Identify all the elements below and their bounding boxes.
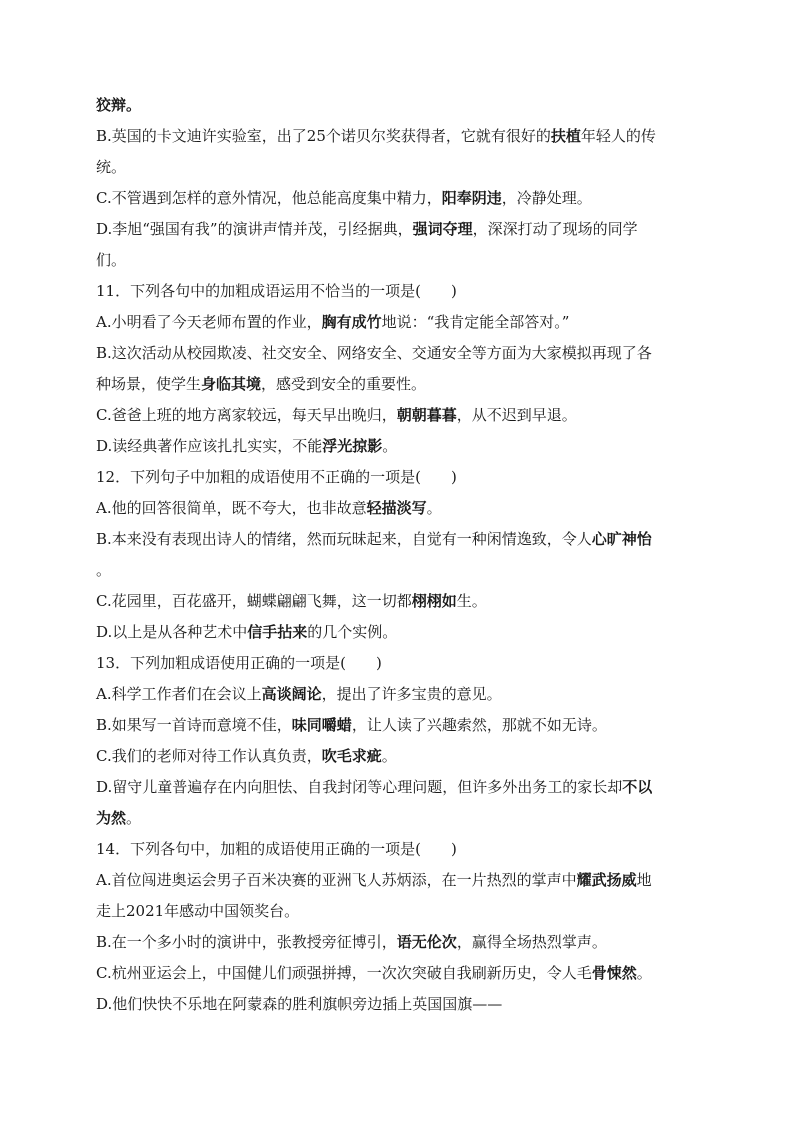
- bold-idiom: 不以: [622, 778, 653, 796]
- text-line: A.他的回答很简单，既不夸大，也非故意轻描淡写。: [96, 499, 442, 517]
- bold-idiom: 心旷神怡: [591, 530, 652, 548]
- bold-idiom: 高谈阔论: [261, 685, 322, 703]
- text-line: [96, 95, 141, 115]
- bold-idiom: 味同嚼蜡: [291, 716, 352, 734]
- bold-idiom: 朝朝暮暮: [396, 406, 457, 424]
- bold-idiom: 为然: [96, 809, 127, 827]
- text-line: B.本来没有表现出诗人的情绪，然而玩昧起来，自觉有一种闲情逸致，令人心旷神怡: [96, 530, 652, 548]
- text-line: D.以上是从各种艺术中信手拈来的几个实例。: [96, 623, 398, 641]
- question-stem: 12．下列句子中加粗的成语使用不正确的一项是( ): [96, 468, 457, 486]
- bold-idiom: 浮光掠影: [322, 437, 383, 455]
- text-line: 们。: [96, 251, 127, 269]
- text-line: A.首位闯进奥运会男子百米决赛的亚洲飞人苏炳添，在一片热烈的掌声中耀武扬威地: [96, 871, 652, 889]
- text-line: D.他们快快不乐地在阿蒙森的胜利旗帜旁边插上英国国旗——: [96, 995, 503, 1013]
- text-line: B.英国的卡文迪许实验室，出了25个诺贝尔奖获得者，它就有很好的扶植年轻人的传: [96, 127, 656, 145]
- bold-idiom: 骨悚然: [591, 964, 637, 982]
- bold-idiom: 耀武扬威: [576, 871, 637, 889]
- text-line: B.这次活动从校园欺凌、社交安全、网络安全、交通安全等方面为大家模拟再现了各: [96, 344, 652, 362]
- text-line: 走上2021年感动中国领奖台。: [96, 902, 300, 920]
- text-line: C.杭州亚运会上，中国健儿们顽强拼搏，一次次突破自我刷新历史，令人毛骨悚然。: [96, 964, 652, 982]
- bold-idiom: 阳奉阴违: [441, 189, 502, 207]
- question-stem: 11．下列各句中的加粗成语运用不恰当的一项是( ): [96, 282, 457, 300]
- bold-idiom: 信手拈来: [247, 623, 308, 641]
- text-line: C.不管遇到怎样的意外情况，他总能高度集中精力，阳奉阴违，冷静处理。: [96, 189, 592, 207]
- text-line: 统。: [96, 158, 127, 176]
- text-line: A.小明看了今天老师布置的作业，胸有成竹地说：“我肯定能全部答对。”: [96, 313, 570, 331]
- text-line: C.花园里，百花盛开，蝴蝶翩翩飞舞，这一切都栩栩如生。: [96, 592, 487, 610]
- bold-idiom: 狡辩。: [96, 96, 142, 114]
- bold-idiom: 扶植: [550, 127, 581, 145]
- text-line: D.留守儿童普遍存在内向胆怯、自我封闭等心理问题，但许多外出务工的家长却不以: [96, 778, 653, 796]
- bold-idiom: 吹毛求疵: [321, 747, 382, 765]
- text-line: B.在一个多小时的演讲中，张教授旁征博引，语无伦次，赢得全场热烈掌声。: [96, 933, 607, 951]
- text-line: C.我们的老师对待工作认真负责，吹毛求疵。: [96, 747, 397, 765]
- text-line: D.读经典著作应该扎扎实实，不能浮光掠影。: [96, 437, 398, 455]
- bold-idiom: 轻描淡写: [366, 499, 427, 517]
- question-stem: 13．下列加粗成语使用正确的一项是( ): [96, 654, 382, 672]
- text-line: B.如果写一首诗而意境不佳，味同嚼蜡，让人读了兴趣索然，那就不如无诗。: [96, 716, 607, 734]
- text-line: A.科学工作者们在会议上高谈阔论，提出了许多宝贵的意见。: [96, 685, 502, 703]
- text-line: 。: [96, 561, 112, 579]
- text-line: 为然。: [96, 809, 142, 827]
- bold-idiom: 栩栩如: [411, 592, 457, 610]
- text-line: C.爸爸上班的地方离家较远，每天早出晚归，朝朝暮暮，从不迟到早退。: [96, 406, 577, 424]
- question-stem: 14．下列各句中，加粗的成语使用正确的一项是( ): [96, 840, 457, 858]
- bold-idiom: 强词夺理: [412, 220, 473, 238]
- text-line: 种场景，使学生身临其境，感受到安全的重要性。: [96, 375, 427, 393]
- bold-idiom: 身临其境: [201, 375, 262, 393]
- bold-idiom: 语无伦次: [396, 933, 457, 951]
- text-line: D.李旭“强国有我”的演讲声情并茂，引经据典，强词夺理，深深打动了现场的同学: [96, 220, 638, 238]
- bold-idiom: 胸有成竹: [321, 313, 382, 331]
